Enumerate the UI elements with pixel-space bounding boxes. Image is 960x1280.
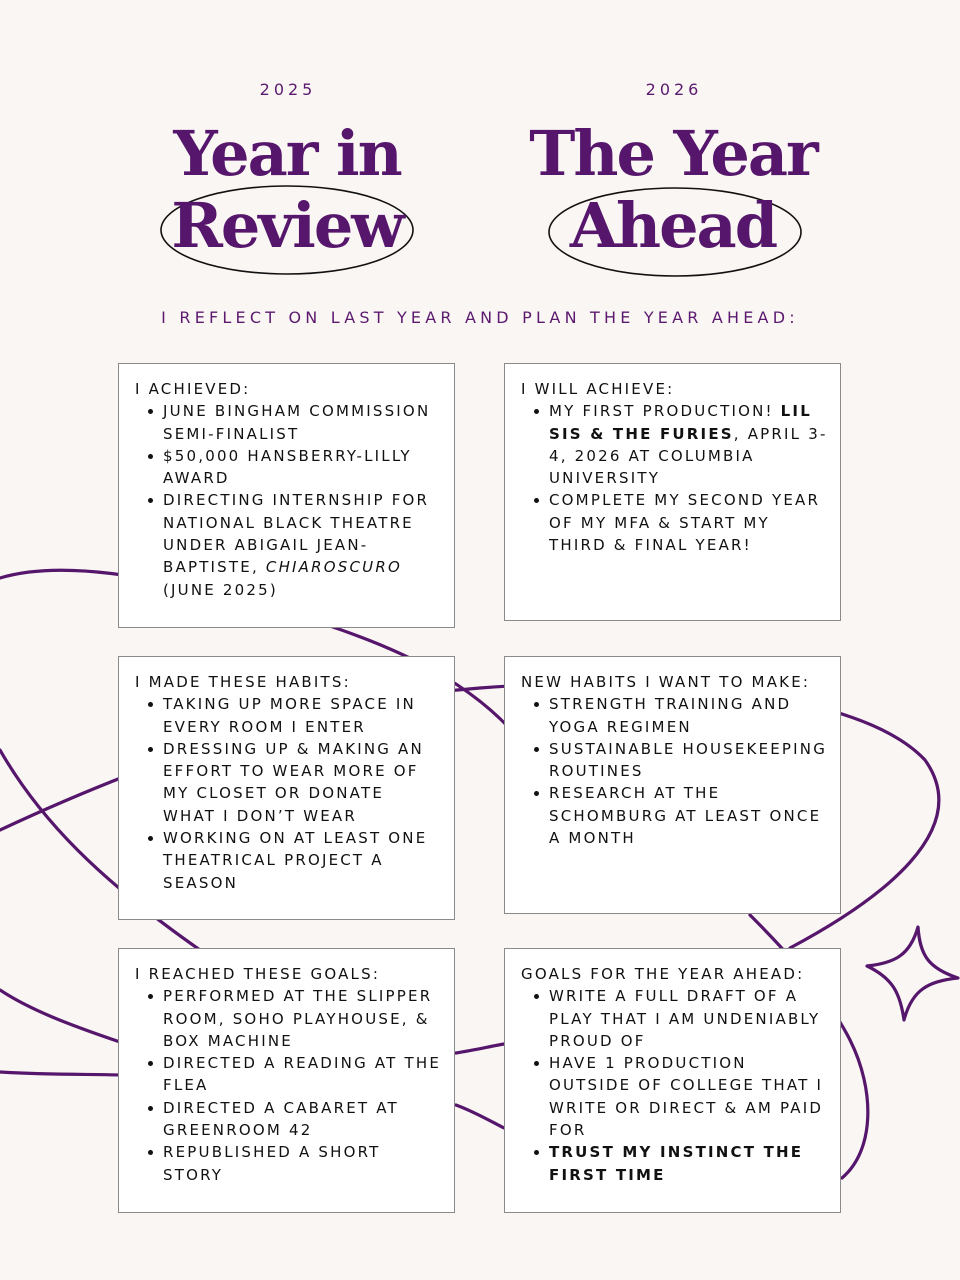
swirl-line xyxy=(0,990,120,1042)
bullet-list xyxy=(135,400,442,601)
item-text: MY FIRST PRODUCTION! xyxy=(549,402,781,421)
box-goals-ahead xyxy=(504,948,841,1213)
item-italic-title: CHIAROSCURO xyxy=(265,558,402,577)
year-2026: 2026 xyxy=(645,80,703,99)
swirl-line xyxy=(0,1072,120,1075)
box-heading: I WILL ACHIEVE: xyxy=(521,380,675,398)
list-item: RESEARCH AT THE SCHOMBURG AT LEAST ONCE A MONTH xyxy=(549,782,828,849)
box-will-achieve xyxy=(504,363,841,621)
box-heading: I MADE THESE HABITS: xyxy=(135,673,351,691)
title-line: Review xyxy=(171,189,403,262)
swirl-line xyxy=(456,1105,504,1128)
list-item xyxy=(549,400,828,489)
list-item: DIRECTED A READING AT THE FLEA xyxy=(163,1052,442,1097)
tagline: I REFLECT ON LAST YEAR AND PLAN THE YEAR AHEAD: xyxy=(161,308,799,327)
list-item: JUNE BINGHAM COMMISSION SEMI-FINALIST xyxy=(163,400,442,445)
box-habits-made xyxy=(118,656,455,920)
bullet-list xyxy=(135,693,442,894)
box-heading: NEW HABITS I WANT TO MAKE: xyxy=(521,673,811,691)
item-bold-title: LIL SIS & THE FURIES xyxy=(549,402,812,443)
list-item xyxy=(163,489,442,600)
list-item: WRITE A FULL DRAFT OF A PLAY THAT I AM UNDENIABLY PROUD OF xyxy=(549,985,828,1052)
list-item: DIRECTED A CABARET AT GREENROOM 42 xyxy=(163,1097,442,1142)
list-item: WORKING ON AT LEAST ONE THEATRICAL PROJECT A SEASON xyxy=(163,827,442,894)
list-item: COMPLETE MY SECOND YEAR OF MY MFA & START MY THIRD & FINAL YEAR! xyxy=(549,489,828,556)
bullet-list xyxy=(521,693,828,849)
year-2025: 2025 xyxy=(259,80,317,99)
bullet-list xyxy=(521,985,828,1186)
box-heading: GOALS FOR THE YEAR AHEAD: xyxy=(521,965,805,983)
four-point-star-icon xyxy=(867,927,958,1020)
box-heading: I REACHED THESE GOALS: xyxy=(135,965,381,983)
item-text: (JUNE 2025) xyxy=(163,580,278,599)
list-item: PERFORMED AT THE SLIPPER ROOM, SOHO PLAYHOUSE, & BOX MACHINE xyxy=(163,985,442,1052)
list-item: TAKING UP MORE SPACE IN EVERY ROOM I ENTER xyxy=(163,693,442,738)
list-item: STRENGTH TRAINING AND YOGA REGIMEN xyxy=(549,693,828,738)
item-text: , APRIL 3-4, 2026 AT COLUMBIA UNIVERSITY xyxy=(549,424,828,488)
bullet-list xyxy=(135,985,442,1186)
box-heading: I ACHIEVED: xyxy=(135,380,251,398)
list-item: $50,000 HANSBERRY-LILLY AWARD xyxy=(163,445,442,490)
swirl-line xyxy=(456,1044,504,1053)
list-item: DRESSING UP & MAKING AN EFFORT TO WEAR MORE OF MY CLOSET OR DONATE WHAT I DON’T WEAR xyxy=(163,738,442,827)
list-item: TRUST MY INSTINCT THE FIRST TIME xyxy=(549,1141,828,1186)
title-year-ahead xyxy=(493,118,853,262)
box-new-habits xyxy=(504,656,841,914)
title-line: Ahead xyxy=(569,189,777,262)
list-item: HAVE 1 PRODUCTION OUTSIDE OF COLLEGE THAT I WRITE OR DIRECT & AM PAID FOR xyxy=(549,1052,828,1141)
list-item: SUSTAINABLE HOUSEKEEPING ROUTINES xyxy=(549,738,828,783)
list-item: REPUBLISHED A SHORT STORY xyxy=(163,1141,442,1186)
box-achieved xyxy=(118,363,455,628)
box-goals-reached xyxy=(118,948,455,1213)
item-text: DIRECTING INTERNSHIP FOR NATIONAL BLACK THEATRE UNDER ABIGAIL JEAN-BAPTISTE, xyxy=(163,491,430,577)
title-line: The Year xyxy=(529,117,817,190)
title-line: Year in xyxy=(173,117,401,190)
bullet-list xyxy=(521,400,828,556)
title-year-in-review xyxy=(107,118,467,262)
